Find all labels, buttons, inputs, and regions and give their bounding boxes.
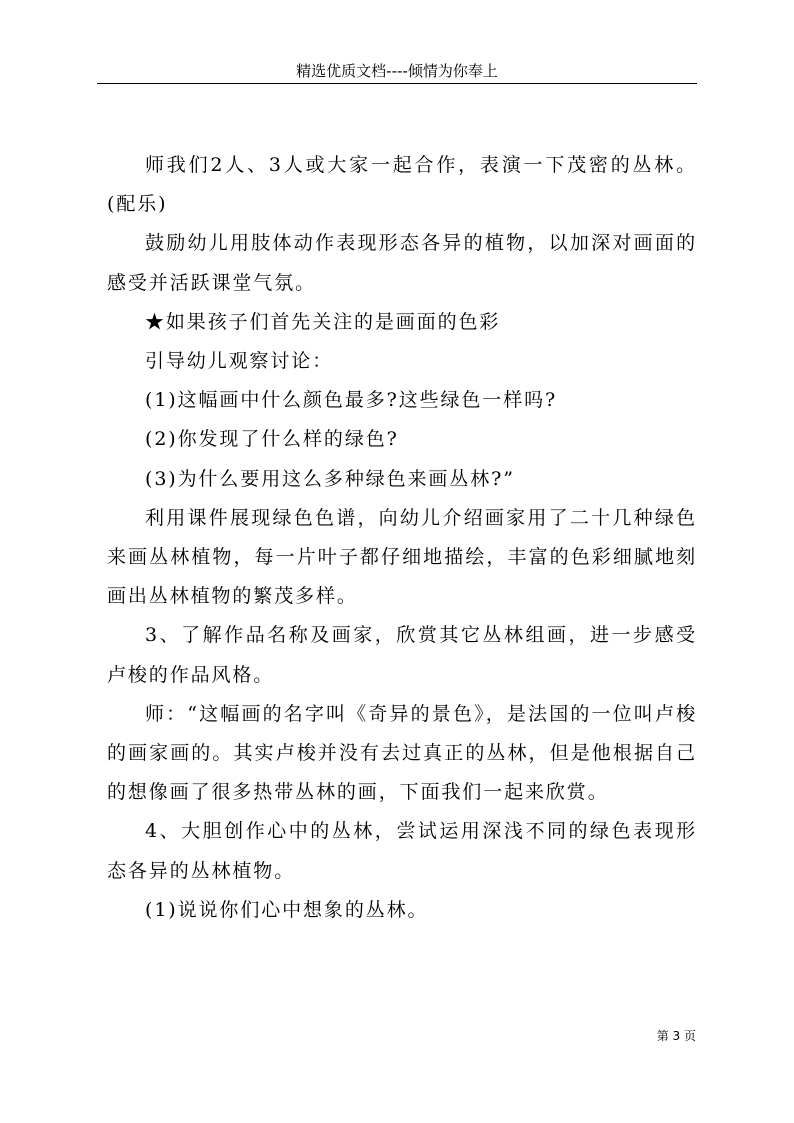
header-divider (97, 83, 697, 84)
paragraph: 引导幼儿观察讨论： (145, 350, 334, 373)
paragraph: 3、了解作品名称及画家，欣赏其它丛林组画，进一步感受卢梭的作品风格。 (107, 624, 697, 686)
page-number: 第 3 页 (656, 1029, 696, 1043)
paragraph: (3)为什么要用这么多种绿色来画丛林?” (145, 467, 515, 490)
page-header: 精选优质文档----倾情为你奉上 (296, 62, 498, 80)
paragraph: 利用课件展现绿色色谱，向幼儿介绍画家用了二十几种绿色来画丛林植物，每一片叶子都仔细地描绘，丰富的色彩细腻地刻画出丛林植物的繁茂多样。 (107, 506, 697, 608)
paragraph: 师：“这幅画的名字叫《奇异的景色》，是法国的一位叫卢梭的画家画的。其实卢梭并没有去过真正的丛林，但是他根据自己的想像画了很多热带丛林的画，下面我们一起来欣赏。 (107, 702, 697, 804)
paragraph: (1)这幅画中什么颜色最多?这些绿色一样吗? (145, 389, 558, 412)
paragraph: 师我们2人、3人或大家一起合作，表演一下茂密的丛林。(配乐) (107, 154, 697, 216)
paragraph: 鼓励幼儿用肢体动作表现形态各异的植物，以加深对画面的感受并活跃课堂气氛。 (107, 232, 697, 294)
paragraph: ★如果孩子们首先关注的是画面的色彩 (145, 310, 501, 333)
paragraph: (1)说说你们心中想象的丛林。 (145, 898, 429, 921)
paragraph: (2)你发现了什么样的绿色? (145, 428, 399, 451)
paragraph: 4、大胆创作心中的丛林，尝试运用深浅不同的绿色表现形态各异的丛林植物。 (107, 820, 697, 882)
document-body (107, 146, 697, 930)
